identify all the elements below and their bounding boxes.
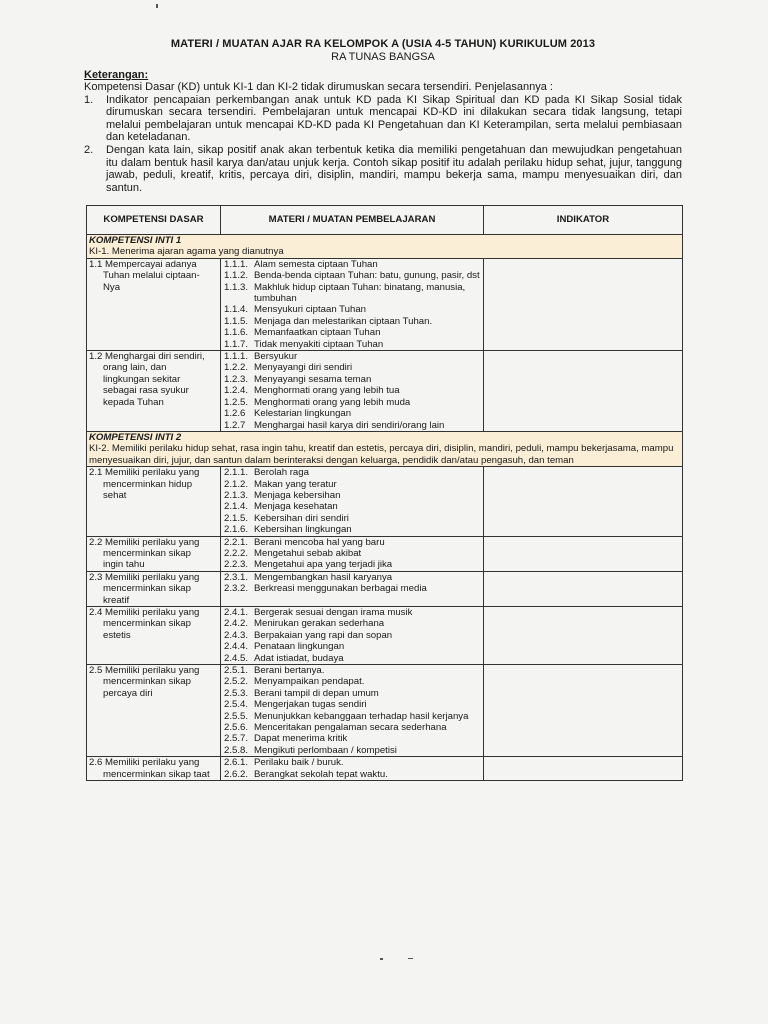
table-row <box>87 571 683 606</box>
materi-item <box>223 490 481 501</box>
materi-text: Memanfaatkan ciptaan Tuhan <box>254 327 381 339</box>
materi-number: 1.1.1. <box>224 258 249 270</box>
materi-item <box>223 722 481 733</box>
kd-line: 2.4 Memiliki perilaku yang <box>89 607 200 618</box>
materi-text: Mensyukuri ciptaan Tuhan <box>254 304 366 316</box>
kd-line: mencerminkan hidup <box>103 478 193 490</box>
materi-number: 1.2.4. <box>224 385 249 397</box>
kd-cell <box>87 607 221 665</box>
header-indikator: INDIKATOR <box>484 206 683 235</box>
materi-number: 2.4.4. <box>224 641 249 653</box>
materi-item <box>223 630 481 641</box>
materi-text: Kelestarian lingkungan <box>254 408 352 420</box>
header-materi: MATERI / MUATAN PEMBELAJARAN <box>221 206 484 235</box>
materi-number: 2.5.4. <box>224 699 249 711</box>
materi-number: 1.2.2. <box>224 362 249 374</box>
materi-number: 2.5.6. <box>224 722 249 734</box>
ki-section-row <box>87 431 683 466</box>
materi-cell <box>221 536 484 571</box>
materi-item <box>223 733 481 744</box>
materi-text: Tidak menyakiti ciptaan Tuhan <box>254 338 384 350</box>
kd-line: 2.1 Memiliki perilaku yang <box>89 467 200 479</box>
materi-number: 2.1.1. <box>224 467 249 479</box>
materi-item <box>223 479 481 490</box>
scan-mark <box>156 4 158 8</box>
ki-description: KI-1. Menerima ajaran agama yang dianutnya <box>89 246 284 258</box>
document-page <box>84 38 682 194</box>
materi-text: Menghargai hasil karya diri sendiri/orang lain <box>254 419 445 431</box>
materi-item <box>223 711 481 722</box>
kd-line: lingkungan sekitar <box>103 373 181 385</box>
table-row <box>87 467 683 536</box>
note-item <box>84 144 682 194</box>
kd-line: 2.5 Memiliki perilaku yang <box>89 665 200 677</box>
kd-cell <box>87 757 221 781</box>
materi-number: 2.6.2. <box>224 768 249 780</box>
kd-line: mencerminkan sikap <box>103 676 191 688</box>
materi-item <box>223 745 481 756</box>
materi-text: Mengetahui apa yang terjadi jika <box>254 559 393 571</box>
materi-number: 1.1.4. <box>224 304 249 316</box>
note-number: 1. <box>84 93 94 106</box>
materi-number: 2.4.3. <box>224 629 249 641</box>
materi-item <box>223 607 481 618</box>
materi-cell <box>221 467 484 536</box>
materi-item <box>223 420 481 431</box>
materi-item <box>223 362 481 373</box>
document-title: MATERI / MUATAN AJAR RA KELOMPOK A (USIA 4-5 TAHUN) KURIKULUM 2013 <box>170 38 596 50</box>
materi-text: Dapat menerima kritik <box>254 733 348 745</box>
materi-number: 2.2.3. <box>224 559 249 571</box>
ki-section-cell <box>87 235 683 259</box>
materi-item <box>223 653 481 664</box>
materi-number: 2.6.1. <box>224 757 249 769</box>
kd-line: 2.2 Memiliki perilaku yang <box>89 536 200 548</box>
materi-item <box>223 537 481 548</box>
materi-number: 2.4.2. <box>224 618 249 630</box>
materi-text: Bergerak sesuai dengan irama musik <box>254 607 413 618</box>
kd-cell <box>87 665 221 757</box>
indikator-cell <box>484 351 683 432</box>
materi-item <box>223 572 481 583</box>
materi-number: 1.1.6. <box>224 327 249 339</box>
materi-number: 1.2.3. <box>224 373 249 385</box>
table-row <box>87 536 683 571</box>
table-row <box>87 665 683 757</box>
kd-lines <box>89 572 218 606</box>
materi-text: Berkreasi menggunakan berbagai media <box>254 583 427 595</box>
materi-item <box>223 259 481 270</box>
materi-text: Alam semesta ciptaan Tuhan <box>254 258 378 270</box>
materi-text: Mengetahui sebab akibat <box>254 547 362 559</box>
materi-item <box>223 699 481 710</box>
materi-number: 2.1.6. <box>224 524 249 536</box>
document-subtitle: RA TUNAS BANGSA <box>331 51 435 63</box>
note-text: Indikator pencapaian perkembangan anak untuk KD pada KI Sikap Spiritual dan KD pada KI Sikap Sosial tidak dirumuskan secara tersendiri. Pembelajaran untuk mencapai KD-KD ini dilakukan secara tidak langsung, tetapi melalui pembelajaran untuk mencapai KD-KD pada KI Pengetahuan dan KI Keterampilan, serta melalui pembiasaan dan keteladanan. <box>106 93 682 144</box>
materi-item <box>223 688 481 699</box>
kd-line: orang lain, dan <box>103 362 167 374</box>
materi-text: Berolah raga <box>254 467 309 479</box>
materi-cell <box>221 665 484 757</box>
kd-line: estetis <box>103 629 131 641</box>
keterangan-intro: Kompetensi Dasar (KD) untuk KI-1 dan KI-2 tidak dirumuskan secara tersendiri. Penjelasannya : <box>84 81 553 93</box>
materi-cell <box>221 757 484 781</box>
materi-text: Menjaga kebersihan <box>254 489 341 501</box>
notes-list <box>84 94 682 195</box>
materi-text: Berani mencoba hal yang baru <box>254 536 385 548</box>
materi-item <box>223 641 481 652</box>
materi-item <box>223 270 481 281</box>
materi-item <box>223 665 481 676</box>
materi-number: 1.1.1. <box>224 351 249 363</box>
table-header-row <box>87 206 683 235</box>
materi-text: Kebersihan lingkungan <box>254 524 352 536</box>
materi-text: Menjaga kesehatan <box>254 501 338 513</box>
ki-title: KOMPETENSI INTI 2 <box>89 431 182 443</box>
materi-text: Benda-benda ciptaan Tuhan: batu, gunung, pasir, dst <box>254 270 480 282</box>
kd-cell <box>87 258 221 350</box>
kd-line: kepada Tuhan <box>103 396 164 408</box>
kd-line: 1.1 Mempercayai adanya <box>89 258 197 270</box>
materi-text: Menceritakan pengalaman secara sederhana <box>254 722 447 734</box>
ki-title: KOMPETENSI INTI 1 <box>89 235 182 246</box>
materi-text: Makan yang teratur <box>254 478 337 490</box>
table-row <box>87 607 683 665</box>
materi-text: Makhluk hidup ciptaan Tuhan: binatang, manusia, tumbuhan <box>254 281 466 305</box>
materi-number: 2.4.1. <box>224 607 249 618</box>
materi-number: 2.2.1. <box>224 536 249 548</box>
indikator-cell <box>484 665 683 757</box>
kd-lines <box>89 259 218 293</box>
materi-number: 2.1.2. <box>224 478 249 490</box>
materi-number: 2.5.3. <box>224 687 249 699</box>
kd-line: kreatif <box>103 594 130 606</box>
materi-item <box>223 676 481 687</box>
kd-cell <box>87 571 221 606</box>
materi-number: 1.2.6 <box>224 408 246 420</box>
kd-line: mencerminkan sikap <box>103 583 191 595</box>
kd-lines <box>89 757 218 780</box>
materi-number: 1.2.7 <box>224 419 246 431</box>
materi-text: Berani tampil di depan umum <box>254 687 379 699</box>
ki-description: KI-2. Memiliki perilaku hidup sehat, rasa ingin tahu, kreatif dan estetis, percaya diri, disiplin, mandiri, peduli, mampu bekerjasama, mampu menyesuaikan diri, jujur, dan santun dalam berinteraksi dengan keluarga, pendidik dan/atau pengasuh, dan teman <box>89 443 674 466</box>
kd-line: Nya <box>103 281 121 293</box>
note-item <box>84 94 682 144</box>
materi-text: Perilaku baik / buruk. <box>254 757 344 769</box>
materi-number: 2.1.4. <box>224 501 249 513</box>
keterangan-heading: Keterangan: <box>84 69 149 81</box>
materi-cell <box>221 607 484 665</box>
kd-line: sebagai rasa syukur <box>103 385 189 397</box>
kd-line: 1.2 Menghargai diri sendiri, <box>89 351 205 363</box>
note-number: 2. <box>84 143 94 156</box>
materi-text: Menghormati orang yang lebih tua <box>254 385 400 397</box>
materi-number: 2.5.7. <box>224 733 249 745</box>
indikator-cell <box>484 757 683 781</box>
materi-item <box>223 374 481 385</box>
materi-number: 2.2.2. <box>224 547 249 559</box>
materi-number: 2.4.5. <box>224 652 249 664</box>
kd-line: mencerminkan sikap taat <box>103 768 210 780</box>
header-kompetensi-dasar: KOMPETENSI DASAR <box>87 206 221 235</box>
materi-item <box>223 618 481 629</box>
ki-section-cell <box>87 431 683 466</box>
materi-cell <box>221 258 484 350</box>
kd-line: ingin tahu <box>103 559 145 571</box>
materi-text: Adat istiadat, budaya <box>254 652 344 664</box>
materi-number: 1.1.2. <box>224 270 249 282</box>
table-row <box>87 351 683 432</box>
materi-text: Bersyukur <box>254 351 298 363</box>
kd-line: mencerminkan sikap <box>103 618 191 630</box>
kd-line: Tuhan melalui ciptaan- <box>103 270 200 282</box>
kd-line: percaya diri <box>103 687 153 699</box>
materi-item <box>223 351 481 362</box>
materi-text: Menyampaikan pendapat. <box>254 676 365 688</box>
materi-text: Penataan lingkungan <box>254 641 345 653</box>
materi-number: 2.1.3. <box>224 489 249 501</box>
kd-lines <box>89 467 218 501</box>
materi-number: 1.1.5. <box>224 315 249 327</box>
materi-number: 1.2.5. <box>224 396 249 408</box>
materi-number: 2.5.1. <box>224 665 249 677</box>
materi-item <box>223 327 481 338</box>
kd-lines <box>89 665 218 699</box>
indikator-cell <box>484 258 683 350</box>
materi-item <box>223 769 481 780</box>
materi-item <box>223 304 481 315</box>
materi-text: Menunjukkan kebanggaan terhadap hasil kerjanya <box>254 710 469 722</box>
materi-number: 2.3.1. <box>224 571 249 583</box>
kd-line: mencerminkan sikap <box>103 547 191 559</box>
kd-cell <box>87 467 221 536</box>
materi-text: Mengembangkan hasil karyanya <box>254 571 393 583</box>
materi-item <box>223 467 481 478</box>
kd-line: 2.6 Memiliki perilaku yang <box>89 757 200 769</box>
materi-number: 2.5.5. <box>224 710 249 722</box>
ki-section-row <box>87 235 683 259</box>
kd-lines <box>89 607 218 641</box>
materi-item <box>223 339 481 350</box>
materi-text: Menghormati orang yang lebih muda <box>254 396 411 408</box>
materi-text: Menirukan gerakan sederhana <box>254 618 385 630</box>
materi-text: Menyayangi sesama teman <box>254 373 372 385</box>
indikator-cell <box>484 607 683 665</box>
materi-number: 2.3.2. <box>224 583 249 595</box>
materi-number: 2.5.8. <box>224 744 249 756</box>
materi-text: Kebersihan diri sendiri <box>254 512 349 524</box>
table-row <box>87 258 683 350</box>
materi-item <box>223 397 481 408</box>
materi-item <box>223 583 481 594</box>
materi-item <box>223 316 481 327</box>
materi-text: Berpakaian yang rapi dan sopan <box>254 629 393 641</box>
indikator-cell <box>484 467 683 536</box>
materi-item <box>223 513 481 524</box>
materi-item <box>223 757 481 768</box>
materi-text: Menyayangi diri sendiri <box>254 362 353 374</box>
materi-text: Berangkat sekolah tepat waktu. <box>254 768 388 780</box>
materi-item <box>223 524 481 535</box>
indikator-cell <box>484 571 683 606</box>
kd-lines <box>89 351 218 408</box>
materi-item <box>223 408 481 419</box>
kd-line: sehat <box>103 489 127 501</box>
materi-text: Mengikuti perlombaan / kompetisi <box>254 744 397 756</box>
note-text: Dengan kata lain, sikap positif anak akan terbentuk ketika dia memiliki pengetahuan dan mewujudkan pengetahuan itu dalam bentuk hasil karya dan/atau unjuk kerja. Contoh sikap positif itu adalah perilaku hidup sehat, jujur, tanggung jawab, peduli, kreatif, kritis, percaya diri, disiplin, mandiri, mampu bekerja sama, mampu menyesuaikan diri, dan santun. <box>106 143 682 194</box>
materi-text: Mengerjakan tugas sendiri <box>254 699 367 711</box>
materi-item <box>223 282 481 305</box>
materi-item <box>223 385 481 396</box>
scan-mark <box>380 958 383 960</box>
competency-table <box>86 205 683 781</box>
kd-cell <box>87 536 221 571</box>
materi-item <box>223 548 481 559</box>
kd-line: 2.3 Memiliki perilaku yang <box>89 571 200 583</box>
materi-number: 1.1.7. <box>224 338 249 350</box>
materi-cell <box>221 351 484 432</box>
materi-item <box>223 501 481 512</box>
materi-cell <box>221 571 484 606</box>
indikator-cell <box>484 536 683 571</box>
kd-lines <box>89 537 218 571</box>
table-row <box>87 757 683 781</box>
materi-text: Berani bertanya. <box>254 665 325 677</box>
scan-mark <box>408 958 413 959</box>
materi-item <box>223 559 481 570</box>
materi-number: 2.1.5. <box>224 512 249 524</box>
kd-cell <box>87 351 221 432</box>
materi-text: Menjaga dan melestarikan ciptaan Tuhan. <box>254 315 433 327</box>
materi-number: 2.5.2. <box>224 676 249 688</box>
materi-number: 1.1.3. <box>224 281 249 293</box>
